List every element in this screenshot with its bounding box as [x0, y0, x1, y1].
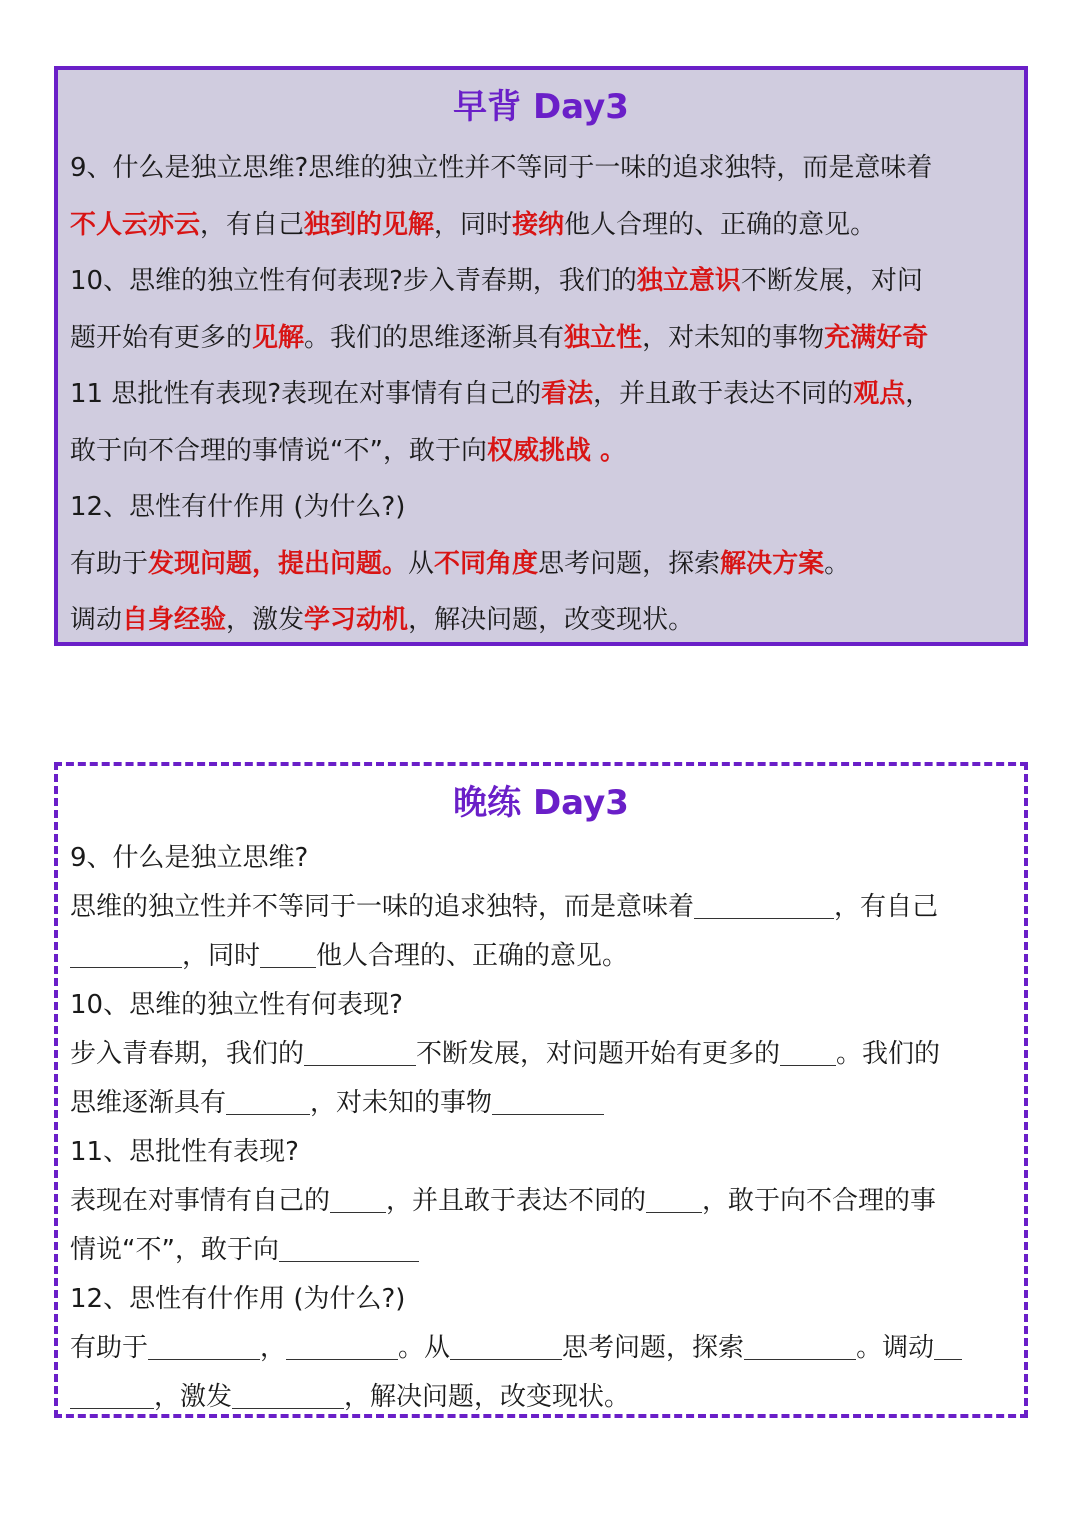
morning-q12-heading — [70, 479, 1020, 536]
text: 有助于 — [70, 1333, 149, 1363]
fill-blank[interactable] — [148, 1333, 260, 1360]
text: 思考问题，探索 — [562, 1333, 745, 1363]
keyword: 接纳 — [512, 209, 565, 240]
text: 12、思性有什作用 (为什么?) — [70, 1284, 406, 1314]
text: 思考问题，探索 — [538, 548, 721, 579]
text: 。调动 — [856, 1333, 935, 1363]
text: 思维逐渐具有 — [70, 1088, 227, 1118]
text: 。我们的 — [836, 1039, 941, 1069]
evening-q12-heading — [70, 1275, 1020, 1324]
text: 题开始有更多的 — [70, 322, 253, 353]
keyword: 独立意识 — [636, 266, 741, 296]
evening-card — [54, 762, 1028, 1418]
morning-q10-line2 — [70, 310, 1020, 367]
text: ，同时 — [182, 941, 261, 971]
evening-q10-line1 — [70, 1030, 1020, 1079]
text: 他人合理的、正确的意见。 — [316, 941, 629, 971]
fill-blank[interactable] — [492, 1088, 604, 1115]
morning-card — [54, 66, 1028, 646]
fill-blank[interactable] — [232, 1382, 344, 1409]
text: ，对未知的事物 — [642, 322, 825, 353]
morning-q11-line1 — [70, 366, 1020, 423]
evening-q9-line2 — [70, 932, 1020, 981]
text: ，并且敢于表达不同的 — [593, 379, 854, 409]
text: ，有自己 — [200, 209, 305, 240]
text: 敢于向不合理的事情说“不”，敢于向 — [70, 435, 487, 466]
keyword: 权威挑战 。 — [486, 435, 627, 466]
text: 他人合理的、正确的意见。 — [564, 209, 877, 240]
text: ，同时 — [434, 209, 513, 240]
fill-blank[interactable] — [646, 1186, 702, 1213]
text: 10、思维的独立性有何表现? — [70, 990, 403, 1020]
fill-blank[interactable] — [450, 1333, 562, 1360]
text: 不断发展，对问 — [740, 266, 923, 296]
text: ，并且敢于表达不同的 — [386, 1186, 647, 1216]
morning-title: 早背 Day3 — [453, 87, 629, 127]
text: 10、思维的独立性有何表现?步入青春期，我们的 — [70, 266, 637, 296]
text: ，有自己 — [834, 892, 939, 922]
text: ，解决问题，改变现状。 — [408, 605, 695, 635]
keyword: 自身经验 — [122, 605, 227, 635]
text: ，敢于向不合理的事 — [702, 1186, 937, 1216]
fill-blank[interactable] — [694, 892, 834, 919]
text: 。从 — [398, 1333, 451, 1363]
keyword: 看法 — [541, 379, 594, 409]
fill-blank[interactable] — [304, 1039, 416, 1066]
text: 11、思批性有表现? — [70, 1137, 299, 1167]
fill-blank[interactable] — [934, 1333, 962, 1360]
evening-q11-heading — [70, 1128, 1020, 1177]
text: ，解决问题，改变现状。 — [344, 1382, 631, 1412]
morning-q12-line1 — [70, 536, 1020, 593]
keyword: 充满好奇 — [824, 322, 929, 353]
keyword: 独立性 — [564, 322, 643, 353]
text: 从 — [408, 548, 435, 579]
morning-q9-line2 — [70, 197, 1020, 254]
fill-blank[interactable] — [279, 1235, 419, 1262]
evening-content — [70, 834, 1020, 1422]
text: 12、思性有什作用 (为什么?) — [70, 492, 406, 522]
text: 9、什么是独立思维?思维的独立性并不等同于一味的追求独特，而是意味着 — [70, 153, 933, 183]
fill-blank[interactable] — [780, 1039, 836, 1066]
text: 9、什么是独立思维? — [70, 843, 309, 873]
evening-q12-line1 — [70, 1324, 1020, 1373]
text: 11 思批性有表现?表现在对事情有自己的 — [70, 379, 542, 409]
text: 思维的独立性并不等同于一味的追求独特，而是意味着 — [70, 892, 695, 922]
evening-title: 晚练 Day3 — [453, 783, 629, 823]
fill-blank[interactable] — [286, 1333, 398, 1360]
text: 有助于 — [70, 548, 149, 579]
fill-blank[interactable] — [70, 1382, 154, 1409]
morning-q12-line2 — [70, 592, 1020, 649]
evening-q10-line2 — [70, 1079, 1020, 1128]
keyword: 不人云亦云 — [70, 209, 201, 240]
text: ，激发 — [154, 1382, 233, 1412]
text: 。 — [824, 548, 851, 579]
evening-q9-heading — [70, 834, 1020, 883]
keyword: 不同角度 — [434, 548, 539, 579]
fill-blank[interactable] — [226, 1088, 310, 1115]
text: 步入青春期，我们的 — [70, 1039, 305, 1069]
evening-q9-line1 — [70, 883, 1020, 932]
text: 。我们的思维逐渐具有 — [304, 322, 565, 353]
keyword: 见解 — [252, 322, 305, 353]
morning-q11-line2 — [70, 423, 1020, 480]
text: ，对未知的事物 — [310, 1088, 493, 1118]
evening-q12-line2 — [70, 1373, 1020, 1422]
morning-content — [70, 140, 1020, 649]
text: 情说“不”，敢于向 — [70, 1235, 279, 1265]
evening-q11-line2 — [70, 1226, 1020, 1275]
fill-blank[interactable] — [70, 941, 182, 968]
keyword: 解决方案 — [720, 548, 825, 579]
evening-q10-heading — [70, 981, 1020, 1030]
keyword: 发现问题，提出问题。 — [148, 548, 409, 579]
keyword: 学习动机 — [304, 605, 409, 635]
keyword: 独到的见解 — [304, 209, 435, 240]
text: 表现在对事情有自己的 — [70, 1186, 331, 1216]
fill-blank[interactable] — [744, 1333, 856, 1360]
text: ，激发 — [226, 605, 305, 635]
text: ， — [260, 1333, 287, 1363]
evening-q11-line1 — [70, 1177, 1020, 1226]
text: 调动 — [70, 605, 123, 635]
fill-blank[interactable] — [260, 941, 316, 968]
text: ， — [905, 379, 932, 409]
fill-blank[interactable] — [330, 1186, 386, 1213]
keyword: 观点 — [853, 379, 906, 409]
morning-q9-line1 — [70, 140, 1020, 197]
text: 不断发展，对问题开始有更多的 — [416, 1039, 781, 1069]
morning-q10-line1 — [70, 253, 1020, 310]
